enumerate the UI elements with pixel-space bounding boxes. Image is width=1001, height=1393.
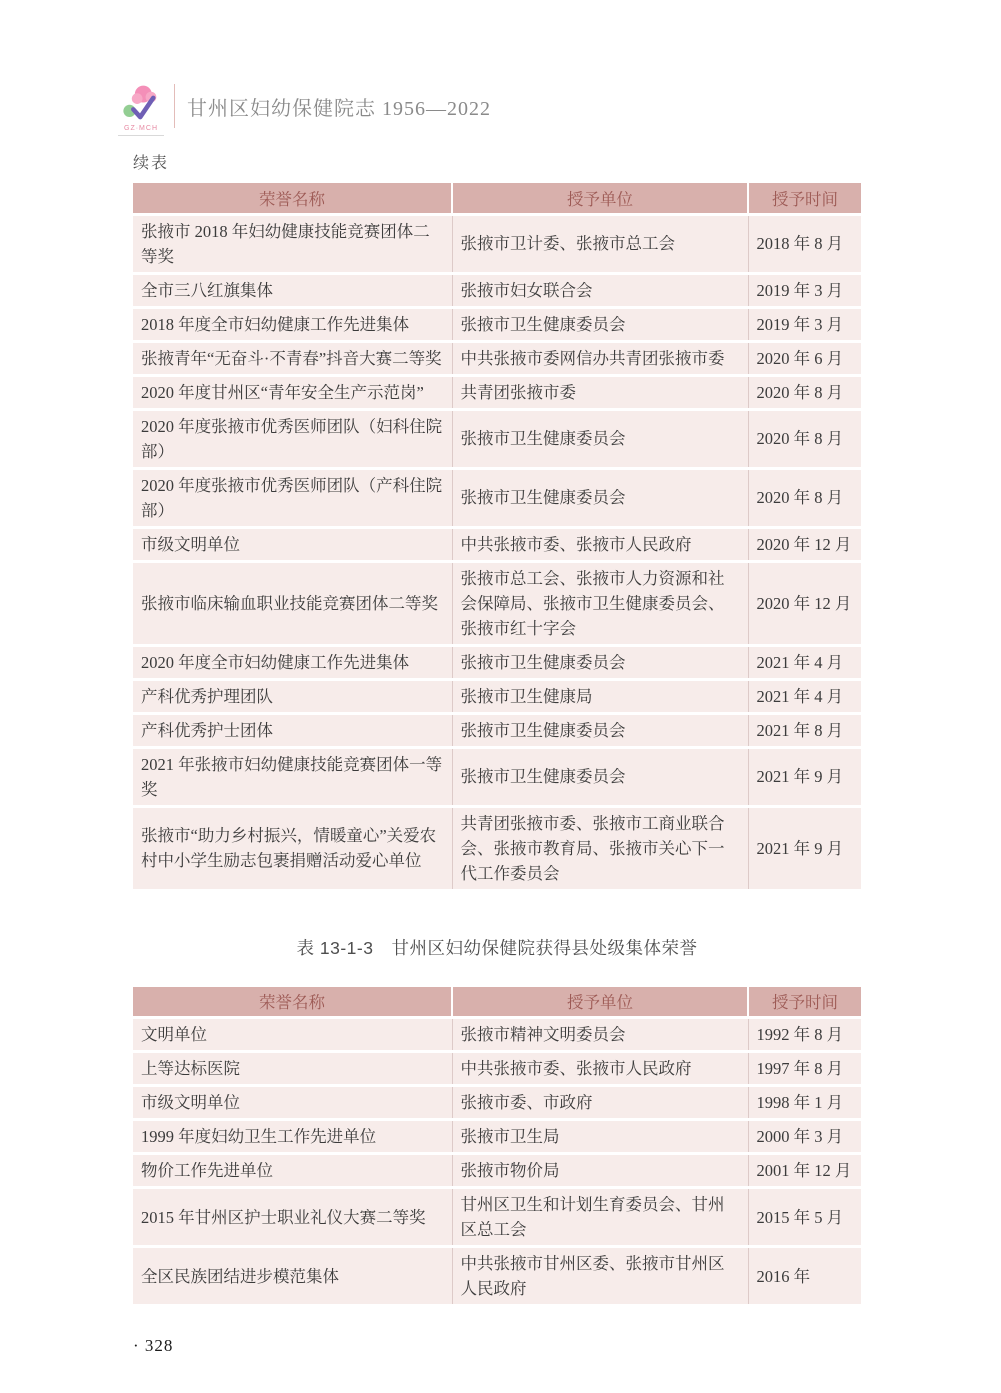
award-time-cell: 2016 年 [748, 1247, 861, 1305]
column-header-awarding-unit: 授予单位 [452, 987, 748, 1018]
table-row [133, 713, 861, 747]
award-time-cell: 2015 年 5 月 [748, 1188, 861, 1247]
awarding-unit-cell: 张掖市卫生健康委员会 [452, 645, 748, 679]
awarding-unit-cell: 张掖市卫生健康委员会 [452, 747, 748, 806]
column-header-award-time: 授予时间 [748, 183, 861, 214]
honor-name-cell: 张掖市 2018 年妇幼健康技能竞赛团体二等奖 [133, 214, 452, 273]
award-time-cell: 2019 年 3 月 [748, 273, 861, 307]
table-row [133, 273, 861, 307]
table-row [133, 1247, 861, 1305]
county-honors-table-body [133, 1018, 861, 1305]
honor-name-cell: 市级文明单位 [133, 527, 452, 561]
award-time-cell: 2020 年 12 月 [748, 527, 861, 561]
awarding-unit-cell: 张掖市卫计委、张掖市总工会 [452, 214, 748, 273]
column-header-award-time: 授予时间 [748, 987, 861, 1018]
honor-name-cell: 2015 年甘州区护士职业礼仪大赛二等奖 [133, 1188, 452, 1247]
honor-name-cell: 1999 年度妇幼卫生工作先进单位 [133, 1120, 452, 1154]
awarding-unit-cell: 中共张掖市委网信办共青团张掖市委 [452, 341, 748, 375]
column-header-honor-name: 荣誉名称 [133, 183, 452, 214]
logo-text: GZ·MCH [124, 125, 158, 132]
award-time-cell: 2018 年 8 月 [748, 214, 861, 273]
honor-name-cell: 物价工作先进单位 [133, 1154, 452, 1188]
table-row [133, 1052, 861, 1086]
award-time-cell: 2021 年 9 月 [748, 806, 861, 889]
table-row [133, 679, 861, 713]
award-time-cell: 2021 年 4 月 [748, 679, 861, 713]
table-caption: 表 13-1-3 甘州区妇幼保健院获得县处级集体荣誉 [296, 937, 698, 958]
table-row [133, 747, 861, 806]
honor-name-cell: 2020 年度张掖市优秀医师团队（产科住院部） [133, 468, 452, 527]
award-time-cell: 2019 年 3 月 [748, 307, 861, 341]
table-row [133, 214, 861, 273]
hospital-logo [118, 84, 164, 136]
award-time-cell: 2021 年 8 月 [748, 713, 861, 747]
table-header-row [133, 987, 861, 1018]
awarding-unit-cell: 中共张掖市甘州区委、张掖市甘州区人民政府 [452, 1247, 748, 1305]
continued-table-label: 续表 [133, 155, 170, 172]
table-row [133, 645, 861, 679]
column-header-awarding-unit: 授予单位 [452, 183, 748, 214]
honor-name-cell: 张掖青年“无奋斗·不青春”抖音大赛二等奖 [133, 341, 452, 375]
award-time-cell: 2020 年 8 月 [748, 468, 861, 527]
honor-name-cell: 产科优秀护理团队 [133, 679, 452, 713]
county-honors-table [133, 987, 861, 1305]
header-divider [174, 84, 175, 128]
awarding-unit-cell: 甘州区卫生和计划生育委员会、甘州区总工会 [452, 1188, 748, 1247]
awarding-unit-cell: 中共张掖市委、张掖市人民政府 [452, 527, 748, 561]
honor-name-cell: 上等达标医院 [133, 1052, 452, 1086]
awarding-unit-cell: 张掖市卫生健康局 [452, 679, 748, 713]
table-header-row [133, 183, 861, 214]
awarding-unit-cell: 张掖市总工会、张掖市人力资源和社会保障局、张掖市卫生健康委员会、张掖市红十字会 [452, 561, 748, 645]
book-title: 甘州区妇幼保健院志 1956—2022 [187, 97, 491, 120]
award-time-cell: 1992 年 8 月 [748, 1018, 861, 1052]
table-row [133, 1154, 861, 1188]
honor-name-cell: 2021 年张掖市妇幼健康技能竞赛团体一等奖 [133, 747, 452, 806]
honor-name-cell: 张掖市临床输血职业技能竞赛团体二等奖 [133, 561, 452, 645]
table-row [133, 409, 861, 468]
table-row [133, 341, 861, 375]
column-header-honor-name: 荣誉名称 [133, 987, 452, 1018]
table-row [133, 468, 861, 527]
honor-name-cell: 文明单位 [133, 1018, 452, 1052]
honor-name-cell: 2020 年度甘州区“青年安全生产示范岗” [133, 375, 452, 409]
table-row [133, 1188, 861, 1247]
award-time-cell: 2021 年 4 月 [748, 645, 861, 679]
page-content [133, 150, 861, 1356]
awarding-unit-cell: 张掖市卫生健康委员会 [452, 713, 748, 747]
awarding-unit-cell: 共青团张掖市委、张掖市工商业联合会、张掖市教育局、张掖市关心下一代工作委员会 [452, 806, 748, 889]
table-row [133, 375, 861, 409]
city-honors-table [133, 183, 861, 889]
city-honors-table-body [133, 214, 861, 889]
awarding-unit-cell: 张掖市卫生局 [452, 1120, 748, 1154]
honor-name-cell: 2020 年度张掖市优秀医师团队（妇科住院部） [133, 409, 452, 468]
table-row [133, 561, 861, 645]
awarding-unit-cell: 张掖市卫生健康委员会 [452, 409, 748, 468]
honor-name-cell: 张掖市“助力乡村振兴，情暖童心”关爱农村中小学生励志包裹捐赠活动爱心单位 [133, 806, 452, 889]
table-row [133, 806, 861, 889]
awarding-unit-cell: 张掖市妇女联合会 [452, 273, 748, 307]
honor-name-cell: 市级文明单位 [133, 1086, 452, 1120]
honor-name-cell: 2018 年度全市妇幼健康工作先进集体 [133, 307, 452, 341]
table-row [133, 1120, 861, 1154]
award-time-cell: 2001 年 12 月 [748, 1154, 861, 1188]
award-time-cell: 2000 年 3 月 [748, 1120, 861, 1154]
page-number: · 328 [133, 1336, 174, 1355]
award-time-cell: 2020 年 8 月 [748, 409, 861, 468]
table-row [133, 1086, 861, 1120]
award-time-cell: 1997 年 8 月 [748, 1052, 861, 1086]
table-row [133, 527, 861, 561]
award-time-cell: 1998 年 1 月 [748, 1086, 861, 1120]
awarding-unit-cell: 张掖市精神文明委员会 [452, 1018, 748, 1052]
honor-name-cell: 产科优秀护士团体 [133, 713, 452, 747]
award-time-cell: 2021 年 9 月 [748, 747, 861, 806]
table-row [133, 1018, 861, 1052]
award-time-cell: 2020 年 6 月 [748, 341, 861, 375]
awarding-unit-cell: 张掖市卫生健康委员会 [452, 307, 748, 341]
honor-name-cell: 全区民族团结进步模范集体 [133, 1247, 452, 1305]
page-header [118, 84, 491, 136]
honor-name-cell: 2020 年度全市妇幼健康工作先进集体 [133, 645, 452, 679]
honor-name-cell: 全市三八红旗集体 [133, 273, 452, 307]
award-time-cell: 2020 年 12 月 [748, 561, 861, 645]
awarding-unit-cell: 张掖市委、市政府 [452, 1086, 748, 1120]
awarding-unit-cell: 张掖市物价局 [452, 1154, 748, 1188]
award-time-cell: 2020 年 8 月 [748, 375, 861, 409]
awarding-unit-cell: 中共张掖市委、张掖市人民政府 [452, 1052, 748, 1086]
mch-logo-icon [118, 84, 164, 124]
awarding-unit-cell: 张掖市卫生健康委员会 [452, 468, 748, 527]
table-row [133, 307, 861, 341]
awarding-unit-cell: 共青团张掖市委 [452, 375, 748, 409]
